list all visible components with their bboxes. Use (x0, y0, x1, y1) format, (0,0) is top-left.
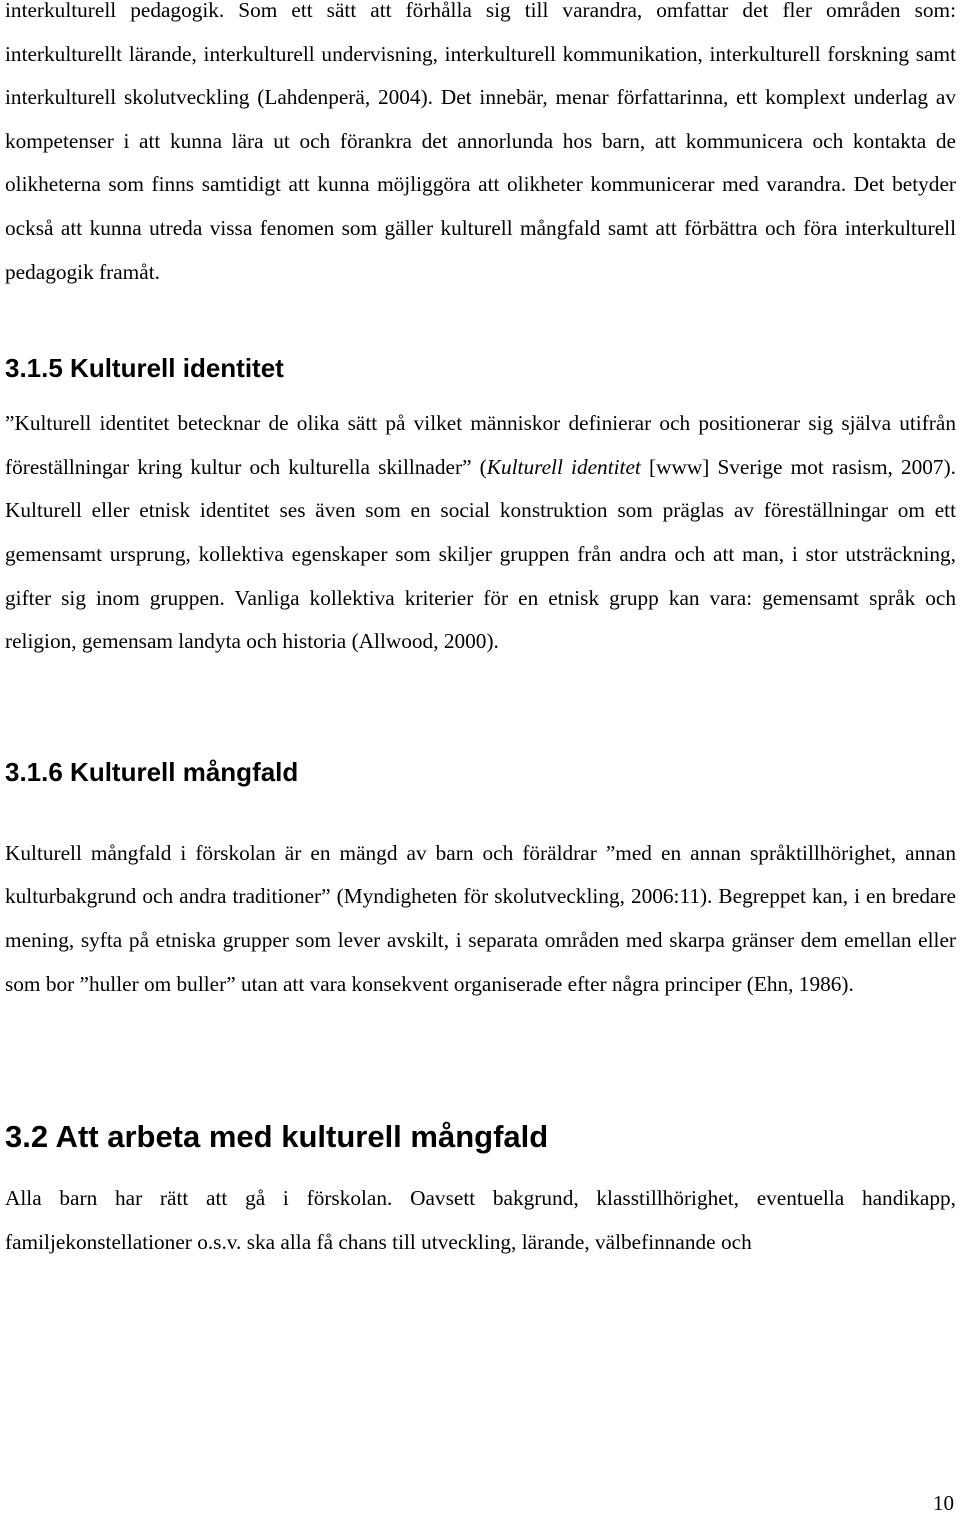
document-page (5, 0, 956, 1264)
heading-3-2-att-arbeta-med-kulturell-mangfald: 3.2 Att arbeta med kulturell mångfald (5, 1119, 549, 1155)
kulturell-identitet-text-end: [www] Sverige mot rasism, 2007). Kulturell eller etnisk identitet ses även som en social konstruktion som präglas av föreställningar om ett gemensamt ursprung, kollektiva egenskaper som skiljer gruppen från andra och att man, i stor utsträckning, gifter sig inom gruppen. Vanliga kollektiva kriterier för en etnisk grupp kan vara: gemensamt språk och religion, gemensam landyta och historia (Allwood, 2000). (5, 454, 956, 654)
page-number: 10 (933, 1491, 954, 1515)
paragraph-kulturell-identitet (5, 402, 956, 664)
paragraph-kulturell-mangfald: Kulturell mångfald i förskolan är en mängd av barn och föräldrar ”med en annan språktillhörighet, annan kulturbakgrund och andra traditioner” (Myndigheten för skolutveckling, 2006:11). Begreppet kan, i en bredare mening, syfta på etniska grupper som lever avskilt, i separata områden med skarpa gränser dem emellan eller som bor ”huller om buller” utan att vara konsekvent organiserade efter några principer (Ehn, 1986). (5, 840, 956, 996)
heading-3-1-5-kulturell-identitet: 3.1.5 Kulturell identitet (5, 353, 284, 384)
paragraph-alla-barn: Alla barn har rätt att gå i förskolan. Oavsett bakgrund, klasstillhörighet, eventuella handikapp, familjekonstellationer o.s.v. ska alla få chans till utveckling, lärande, välbefinnande och (5, 1186, 956, 1254)
kulturell-identitet-text-start: ”Kulturell identitet betecknar de olika sätt på vilket människor definierar och positionerar sig själva utifrån föreställningar kring kultur och kulturella skillnader” ( (5, 411, 956, 479)
kulturell-identitet-italic-title: Kulturell identitet (486, 454, 641, 479)
paragraph-interkulturell-pedagogik: interkulturell pedagogik. Som ett sätt att förhålla sig till varandra, omfattar det fler områden som: interkulturellt lärande, interkulturell undervisning, interkulturell kommunikation, interkulturell forskning samt interkulturell skolutveckling (Lahdenperä, 2004). Det innebär, menar författarinna, ett komplext underlag av kompetenser i att kunna lära ut och förankra det annorlunda hos barn, att kommunicera och kontakta de olikheterna som finns samtidigt att kunna möjliggöra att olikheter kommunicerar med varandra. Det betyder också att kunna utreda vissa fenomen som gäller kulturell mångfald samt att förbättra och föra interkulturell pedagogik framåt. (5, 0, 956, 284)
heading-3-1-6-kulturell-mangfald: 3.1.6 Kulturell mångfald (5, 756, 299, 787)
